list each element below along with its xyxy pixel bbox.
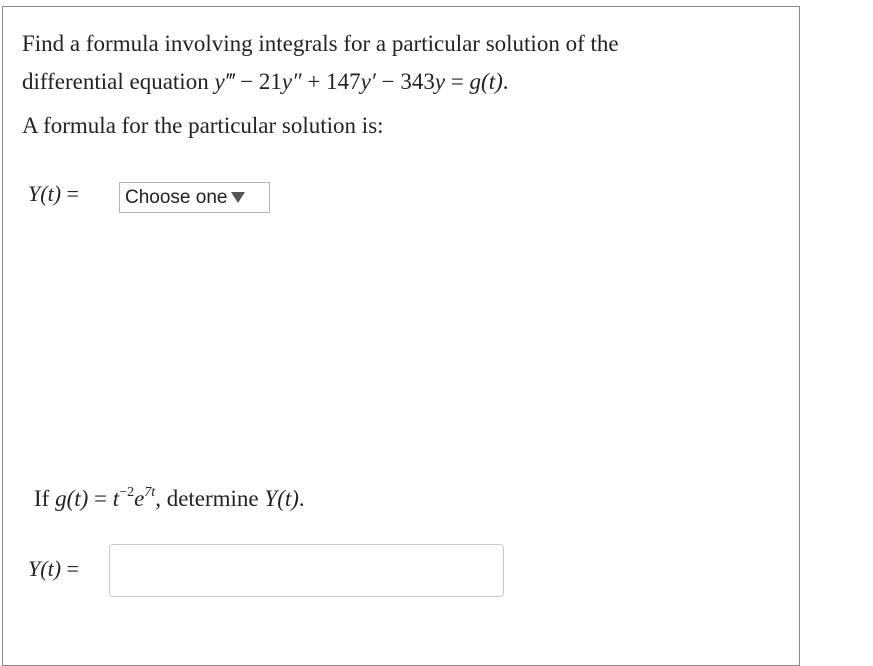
formula-dropdown-value: Choose one (125, 186, 228, 208)
part2-t: t (112, 486, 120, 511)
answer-input[interactable] (109, 544, 504, 597)
ode-y1: y′ (360, 69, 376, 94)
prompt-line-2 (22, 63, 782, 101)
part2-g: g (55, 486, 67, 511)
part1-lhs-eq: = (61, 181, 79, 206)
part2-e-exponent: 7t (144, 485, 156, 500)
formula-dropdown[interactable] (119, 182, 270, 213)
part2-end: . (298, 486, 305, 511)
ode-equals: = (445, 69, 470, 94)
ode-coef-1: 147 (326, 69, 361, 94)
ode-end: . (502, 69, 509, 94)
ode-g-arg: (t) (481, 69, 503, 94)
part2-t-exponent: −2 (119, 485, 135, 500)
prompt-line-2-prefix: differential equation (22, 69, 215, 94)
ode-coef-0: 343 (400, 69, 435, 94)
part2-lhs-Y: Y (28, 556, 41, 581)
ode-y0: y (434, 69, 446, 94)
question-prompt (22, 25, 782, 101)
part2-prompt (34, 485, 305, 512)
part2-lhs-eq: = (61, 556, 79, 581)
ode-y3: y‴ (214, 69, 235, 94)
caret-down-icon (231, 192, 245, 203)
ode-plus: + (301, 69, 327, 94)
part1-lhs-arg: (t) (40, 181, 62, 206)
part2-lhs-arg: (t) (40, 556, 62, 581)
formula-label: A formula for the particular solution is: (22, 113, 384, 138)
part2-determine: , determine (155, 486, 265, 511)
part2-e: e (134, 486, 145, 511)
part2-Y-arg: (t) (277, 486, 299, 511)
part1-lhs (28, 181, 79, 207)
ode-g: g (469, 69, 482, 94)
ode-minus-2: − (375, 69, 401, 94)
prompt-line-1: Find a formula involving integrals for a particular solution of the (22, 31, 619, 56)
ode-y2: y″ (281, 69, 302, 94)
part2-eq: = (88, 486, 113, 511)
part2-lhs (28, 556, 79, 582)
part2-g-arg: (t) (66, 486, 89, 511)
question-panel (2, 6, 800, 666)
ode-minus-1: − (234, 69, 259, 94)
part2-if: If (34, 486, 56, 511)
ode-coef-2: 21 (258, 69, 282, 94)
part2-Y: Y (264, 486, 278, 511)
part1-lhs-Y: Y (28, 181, 41, 206)
